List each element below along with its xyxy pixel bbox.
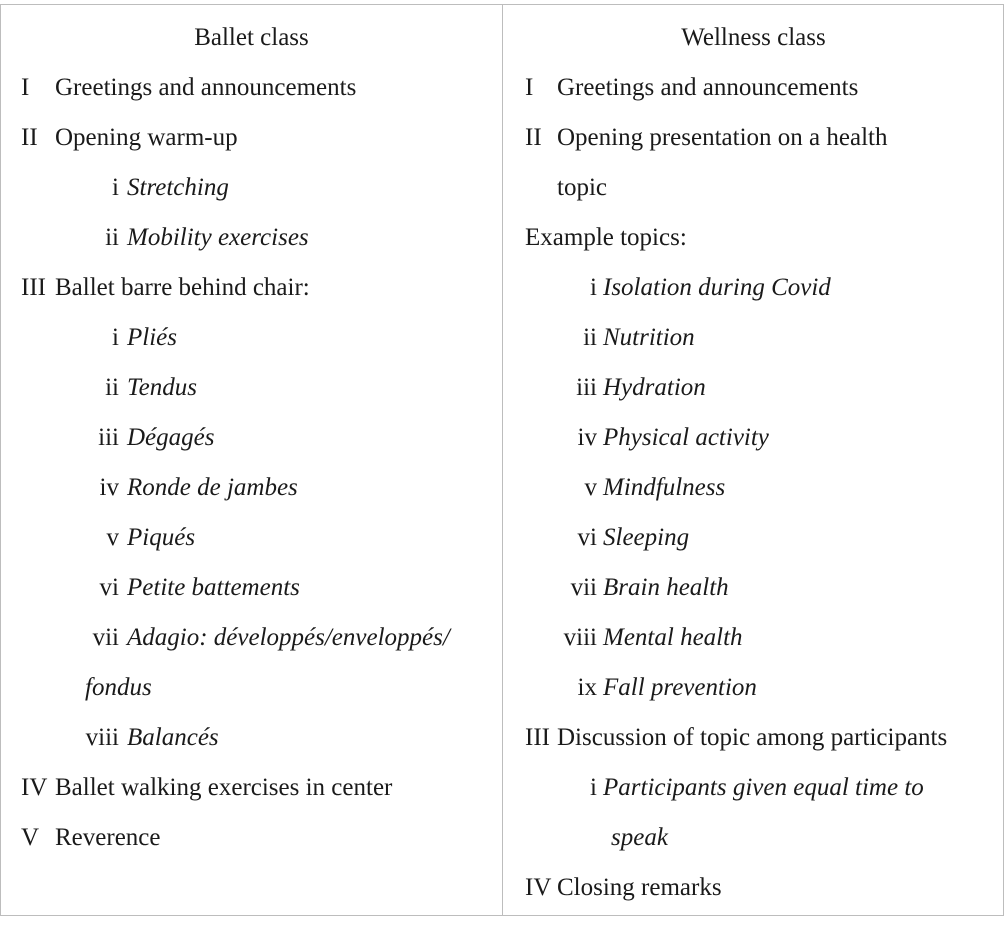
subitem-text: Adagio: développés/enveloppés/ [127, 624, 450, 651]
subitem-numeral: i [112, 174, 119, 201]
outline-item [1, 763, 502, 813]
subitem-numeral: viii [85, 724, 119, 751]
item-text-continued: topic [557, 174, 607, 201]
roman-numeral: I [21, 74, 30, 101]
item-text: Opening warm-up [55, 124, 238, 151]
subitem-text: Ronde de jambes [127, 474, 298, 501]
outline-item [1, 63, 502, 113]
subitem-numeral: i [112, 324, 119, 351]
subitem-text: Piqués [127, 524, 196, 551]
subitem-numeral: v [584, 474, 597, 501]
roman-numeral: V [21, 824, 40, 851]
subitem-text: Fall prevention [603, 674, 757, 701]
outline-subitem [503, 363, 1004, 413]
subitem-text: Tendus [127, 374, 197, 401]
outline-subitem [1, 613, 502, 663]
schedule-table [0, 4, 1004, 916]
item-text: Ballet walking exercises in center [55, 774, 393, 801]
subitem-numeral: iii [98, 424, 119, 451]
item-text: Example topics: [525, 224, 687, 251]
subitem-text: Dégagés [127, 424, 215, 451]
outline-subitem [503, 613, 1004, 663]
outline-subitem [503, 263, 1004, 313]
outline-item [503, 63, 1004, 113]
outline-item [503, 863, 1004, 913]
item-text: Greetings and announcements [557, 74, 859, 101]
roman-numeral: III [525, 724, 550, 751]
item-text: Discussion of topic among participants [557, 724, 948, 751]
outline-subitem [1, 213, 502, 263]
subitem-numeral: iii [576, 374, 597, 401]
subitem-text: Isolation during Covid [603, 274, 831, 301]
subitem-numeral: iv [577, 424, 597, 451]
subitem-numeral: ii [105, 224, 119, 251]
column-heading: Wellness class [681, 24, 826, 51]
outline-subitem [503, 663, 1004, 713]
subitem-numeral: vii [570, 574, 597, 601]
roman-numeral: II [21, 124, 38, 151]
outline-subitem [1, 563, 502, 613]
item-text: Opening presentation on a health [557, 124, 888, 151]
roman-numeral: IV [525, 874, 552, 901]
subitem-text: Balancés [127, 724, 219, 751]
item-text: Reverence [55, 824, 161, 851]
outline-subitem [503, 513, 1004, 563]
subitem-text-continued: speak [611, 824, 668, 851]
outline-subitem [1, 413, 502, 463]
outline-item [1, 813, 502, 863]
subitem-text: Brain health [603, 574, 729, 601]
column-heading: Ballet class [194, 24, 309, 51]
subitem-text-continued: fondus [85, 674, 152, 701]
outline-subitem [1, 463, 502, 513]
subitem-numeral: ix [577, 674, 597, 701]
outline-subitem [1, 513, 502, 563]
roman-numeral: III [21, 274, 46, 301]
roman-numeral: I [525, 74, 534, 101]
outline-subitem [503, 313, 1004, 363]
outline-subitem [503, 563, 1004, 613]
outline-subitem [1, 363, 502, 413]
item-text: Ballet barre behind chair: [55, 274, 310, 301]
subitem-numeral: vii [92, 624, 119, 651]
subitem-numeral: v [106, 524, 119, 551]
subitem-text: Petite battements [127, 574, 300, 601]
subitem-text: Participants given equal time to [603, 774, 924, 801]
subitem-numeral: iv [99, 474, 119, 501]
outline-subitem [1, 313, 502, 363]
outline-subitem [1, 163, 502, 213]
item-text: Closing remarks [557, 874, 722, 901]
outline-item [1, 113, 502, 163]
roman-numeral: II [525, 124, 542, 151]
subitem-numeral: i [590, 274, 597, 301]
subitem-text: Pliés [127, 324, 177, 351]
subitem-text: Mobility exercises [127, 224, 309, 251]
subitem-text: Physical activity [603, 424, 769, 451]
subitem-text: Sleeping [603, 524, 690, 551]
outline-subitem [503, 463, 1004, 513]
subitem-numeral: ii [105, 374, 119, 401]
outline-item [1, 263, 502, 313]
subitem-numeral: ii [583, 324, 597, 351]
item-text: Greetings and announcements [55, 74, 357, 101]
outline-item [503, 213, 1004, 263]
outline-subitem [503, 413, 1004, 463]
outline-subitem [503, 763, 1004, 813]
subitem-numeral: vi [99, 574, 119, 601]
subitem-numeral: viii [563, 624, 597, 651]
outline-subitem [1, 713, 502, 763]
subitem-numeral: i [590, 774, 597, 801]
roman-numeral: IV [21, 774, 48, 801]
subitem-text: Nutrition [603, 324, 695, 351]
outline-item [503, 113, 1004, 163]
outline-item [503, 713, 1004, 763]
subitem-text: Hydration [603, 374, 706, 401]
subitem-text: Mindfulness [603, 474, 726, 501]
subitem-text: Mental health [603, 624, 743, 651]
subitem-numeral: vi [577, 524, 597, 551]
subitem-text: Stretching [127, 174, 229, 201]
